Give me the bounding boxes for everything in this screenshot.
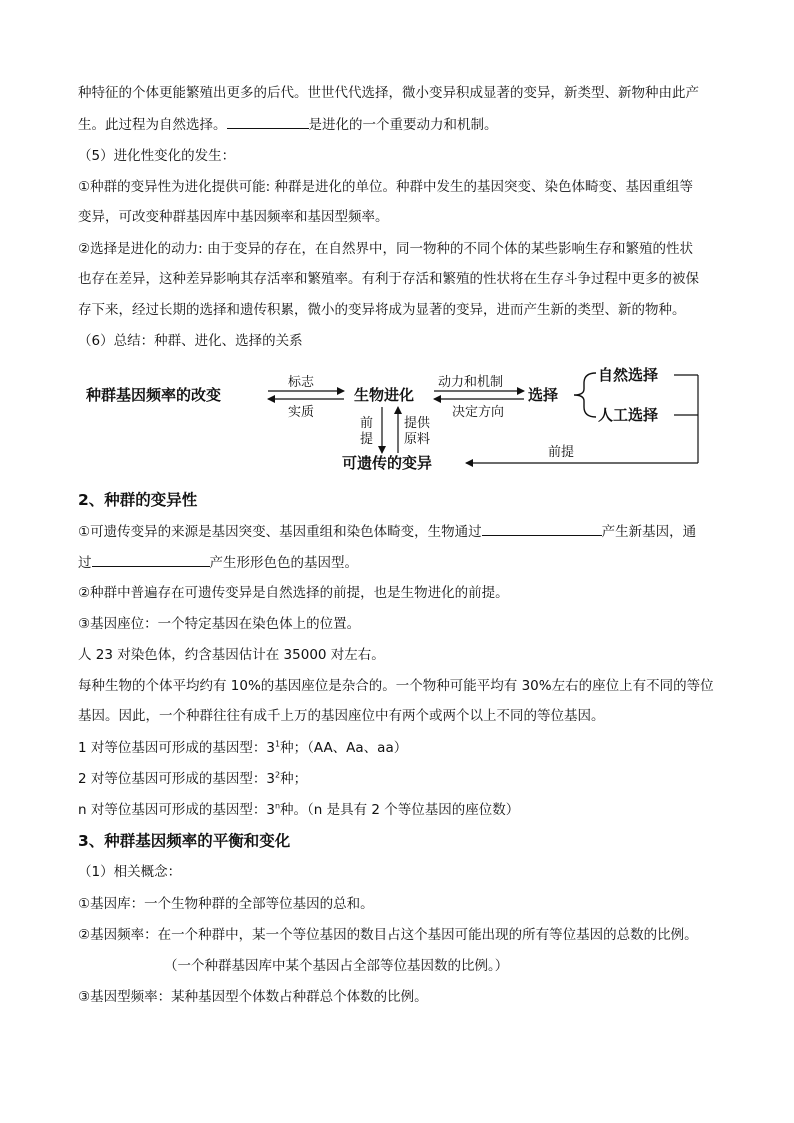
selection-brace	[574, 373, 596, 417]
para-text-with-blank: 生。此过程为自然选择。 是进化的一个重要动力和机制。	[78, 114, 498, 135]
para-text: 存下来，经过长期的选择和遗传积累，微小的变异将成为显著的变异，进而产生新的类型、新的物种。	[78, 302, 686, 318]
section-6-title: （6）总结：种群、进化、选择的关系	[78, 333, 303, 349]
label-qian: 前	[360, 416, 374, 431]
fill-blank[interactable]	[92, 552, 210, 567]
label-tigong: 提供	[404, 416, 431, 431]
genotype-formula-n: n 对等位基因可形成的基因型：3$^n$种。（n 是具有 2 个等位基因的座位数）	[78, 801, 520, 818]
node-heritable-variation: 可遗传的变异	[342, 454, 433, 472]
label-biaozhi: 标志	[288, 375, 315, 390]
fill-blank[interactable]	[482, 521, 602, 536]
para-text: ①基因库：一个生物种群的全部等位基因的总和。	[78, 896, 374, 912]
para-note: （一个种群基因库中某个基因占全部等位基因数的比例。）	[164, 958, 509, 974]
label-ti: 提	[360, 432, 374, 447]
fill-blank[interactable]	[227, 114, 309, 129]
node-gene-frequency-change: 种群基因频率的改变	[86, 386, 222, 404]
genotype-formula-1: 1 对等位基因可形成的基因型：$3^1$种；（AA、Aa、aa）	[78, 739, 408, 756]
para-text: ②选择是进化的动力: 由于变异的存在，在自然界中，同一物种的不同个体的某些影响生存和繁殖的性状	[78, 241, 693, 257]
section-2-title: 2、种群的变异性	[78, 491, 198, 509]
para-text: 也存在差异，这种差异影响其存活率和繁殖率。有利于存活和繁殖的性状将在生存斗争过程中更多的被保	[78, 271, 699, 287]
para-text-with-blank: 过 产生形形色色的基因型。	[78, 552, 358, 573]
genotype-formula-2: 2 对等位基因可形成的基因型：$3^2$种；	[78, 770, 308, 787]
relationship-diagram	[0, 355, 794, 475]
para-text: 人 23 对染色体，约含基因估计在 35000 对左右。	[78, 647, 385, 663]
para-text: 基因。因此，一个种群往往有成千上万的基因座位中有两个或两个以上不同的等位基因。	[78, 708, 605, 724]
para-text: 变异，可改变种群基因库中基因频率和基因型频率。	[78, 209, 389, 225]
node-natural-selection: 自然选择	[598, 366, 659, 384]
para-text: ①种群的变异性为进化提供可能: 种群是进化的单位。种群中发生的基因突变、染色体畸变、基因重组等	[78, 179, 693, 195]
para-text: ②种群中普遍存在可遗传变异是自然选择的前提，也是生物进化的前提。	[78, 585, 509, 601]
label-qianti: 前提	[548, 445, 575, 460]
subsection-title: （1）相关概念：	[78, 864, 182, 880]
label-jueding: 决定方向	[452, 405, 505, 420]
node-artificial-selection: 人工选择	[598, 406, 659, 424]
label-shizhi: 实质	[288, 405, 315, 420]
node-selection: 选择	[528, 386, 559, 404]
para-text: ②基因频率：在一个种群中，某一个等位基因的数目占这个基因可能出现的所有等位基因的总数的比例。	[78, 927, 698, 943]
para-text: 种特征的个体更能繁殖出更多的后代。世世代代选择，微小变异积成显著的变异，新类型、新物种由此产	[78, 85, 699, 101]
section-5-title: （5）进化性变化的发生：	[78, 148, 236, 164]
para-text-with-blank: ①可遗传变异的来源是基因突变、基因重组和染色体畸变，生物通过 产生新基因，通	[78, 521, 696, 542]
para-text: ③基因型频率：某种基因型个体数占种群总个体数的比例。	[78, 989, 428, 1005]
section-3-title: 3、种群基因频率的平衡和变化	[78, 832, 291, 850]
para-text: 每种生物的个体平均约有 10%的基因座位是杂合的。一个物种可能平均有 30%左右的座位上有不同的等位	[78, 678, 714, 694]
label-dongli: 动力和机制	[438, 375, 504, 390]
label-yuanliao: 原料	[404, 432, 431, 447]
para-text: ③基因座位：一个特定基因在染色体上的位置。	[78, 616, 361, 632]
node-evolution: 生物进化	[354, 386, 415, 404]
